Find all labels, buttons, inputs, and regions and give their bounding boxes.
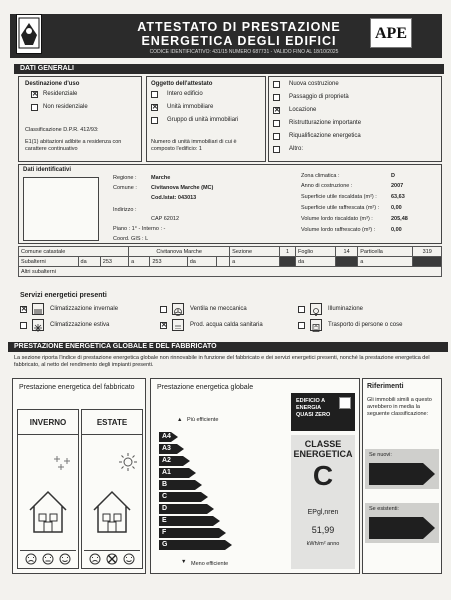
sub-a-value: 253 — [150, 257, 187, 267]
sub-dark-cell — [336, 257, 358, 267]
energy-class-c: C — [159, 492, 201, 502]
sup-raff-value: 0,00 — [391, 205, 402, 211]
acqua-calda-label: Prod. acqua calda sanitaria — [190, 322, 263, 328]
servizi-heading: Servizi energetici presenti — [20, 292, 107, 299]
anno-label: Anno di costruzione : — [301, 183, 353, 189]
riferimenti-box — [362, 378, 442, 574]
fan-icon — [172, 303, 184, 315]
altri-subalterni-label: Altri subalterni — [19, 267, 442, 277]
energy-class-f: F — [159, 528, 219, 538]
elevator-icon — [310, 319, 322, 331]
catasto-table — [18, 246, 442, 277]
intero-edificio-checkbox[interactable] — [151, 91, 158, 98]
section-prestazione: PRESTAZIONE ENERGETICA GLOBALE E DEL FABBRICATO — [8, 342, 448, 352]
particella-value: 319 — [413, 247, 442, 257]
intero-edificio-label: Intero edificio — [167, 91, 203, 97]
se-esistenti-label: Se esistenti: — [369, 506, 399, 512]
riferimenti-text: Gli immobili simili a questo avrebbero in media la seguente classificazione: — [367, 397, 432, 417]
ristrutturazione-checkbox[interactable] — [273, 120, 280, 127]
se-esistenti-panel — [365, 503, 439, 543]
numero-unita: Numero di unità immobiliari di cui è composto l'edificio: 1 — [151, 139, 237, 152]
clim-invernale-checkbox[interactable]: ✕ — [21, 306, 27, 313]
estate-label: ESTATE — [96, 418, 128, 427]
altri-subalterni-row — [19, 267, 442, 277]
trasporto-checkbox[interactable] — [298, 322, 305, 329]
sub-a-label: a — [129, 257, 150, 267]
foglio-label: Foglio — [296, 247, 336, 257]
acqua-calda-checkbox[interactable]: ✕ — [161, 322, 167, 329]
motivo-box — [268, 76, 442, 162]
destinazione-box — [18, 76, 142, 162]
snowflake-icon — [32, 319, 44, 331]
title-line-1: ATTESTATO DI PRESTAZIONE — [137, 20, 341, 34]
sup-raff-label: Superficie utile raffrescata (m²) : — [301, 205, 380, 211]
sezione-value: 1 — [279, 247, 295, 257]
nuova-costruzione-label: Nuova costruzione — [289, 81, 339, 87]
energy-class-b: B — [159, 480, 195, 490]
unita-immobiliare-checkbox[interactable]: ✕ — [152, 104, 158, 111]
sub-da-label-3: da — [296, 257, 336, 267]
subalterni-row — [19, 257, 442, 267]
energy-class-d: D — [159, 504, 207, 514]
nzeb-box — [291, 393, 355, 431]
epgl-value: 51,99 — [311, 525, 335, 535]
comune-value: Civitanova Marche (MC) — [151, 185, 214, 191]
anno-value: 2007 — [391, 183, 404, 189]
nzeb-label: EDIFICIO A ENERGIA QUASI ZERO — [296, 398, 331, 418]
altro-label: Altro: — [289, 146, 304, 152]
sub-da-value: 253 — [100, 257, 128, 267]
sun-icon — [118, 452, 138, 472]
oggetto-box — [146, 76, 266, 162]
regione-value: Marche — [151, 175, 171, 181]
title-line-2: ENERGETICA DEGLI EDIFICI — [141, 34, 337, 48]
indirizzo-label: Indirizzo : — [113, 207, 137, 213]
classe-value: C — [312, 460, 334, 491]
sub-dark-cell — [279, 257, 295, 267]
comune-catastale-value: Civitanova Marche — [129, 247, 230, 257]
sub-da-label-2: da — [187, 257, 216, 267]
cap-value: CAP 62012 — [151, 216, 180, 222]
subalterni-label: Subalterni — [19, 257, 79, 267]
particella-label: Particella — [358, 247, 413, 257]
fabbricato-heading: Prestazione energetica del fabbricato — [19, 384, 135, 391]
passaggio-proprieta-checkbox[interactable] — [273, 94, 280, 101]
residenziale-label: Residenziale — [43, 91, 78, 97]
catasto-row — [19, 247, 442, 257]
energy-class-a1: A1 — [159, 468, 189, 478]
illuminazione-checkbox[interactable] — [298, 306, 305, 313]
meno-efficiente-label: Meno efficiente — [191, 561, 229, 567]
estate-quality-row — [84, 550, 140, 566]
fabbricato-box — [12, 378, 146, 574]
shower-icon — [172, 319, 184, 331]
energy-class-a3: A3 — [159, 444, 177, 454]
vol-raff-label: Volume lordo raffrescato (m³) : — [301, 227, 376, 233]
section-dati-generali: DATI GENERALI — [14, 64, 444, 74]
house-icon — [90, 488, 134, 536]
cod-istat: Cod.Istat: 043013 — [151, 195, 197, 201]
zona-label: Zona climatica : — [301, 173, 340, 179]
riqualificazione-checkbox[interactable] — [273, 133, 280, 140]
non-residenziale-checkbox[interactable] — [31, 104, 38, 111]
epgl-label: EPgl,nren — [307, 509, 339, 516]
gruppo-unita-label: Gruppo di unità immobiliari — [167, 117, 239, 123]
coord-gis: Coord. GIS : L — [113, 236, 149, 242]
sup-risc-label: Superficie utile riscaldata (m²) : — [301, 194, 377, 200]
clim-estiva-checkbox[interactable] — [20, 322, 27, 329]
classificazione-value: E1(1) abitazioni adibite a residenza con carattere continuativo — [25, 139, 122, 152]
sub-a-label-3: a — [358, 257, 413, 267]
locazione-checkbox[interactable]: ✕ — [274, 107, 280, 114]
riqualificazione-label: Riqualificazione energetica — [289, 133, 361, 139]
comune-catastale-label: Comune catastale — [19, 247, 129, 257]
illuminazione-label: Illuminazione — [328, 306, 364, 312]
nuova-costruzione-checkbox[interactable] — [273, 81, 280, 88]
classificazione-label: Classificazione D.P.R. 412/93: — [25, 127, 99, 133]
inverno-label: INVERNO — [29, 418, 67, 427]
locazione-label: Locazione — [289, 107, 317, 113]
certificate-code: CODICE IDENTIFICATIVO: 431/15 NUMERO 687731 - VALIDO FINO AL 18/10/2025 — [149, 49, 339, 55]
globale-heading: Prestazione energetica globale — [157, 384, 254, 391]
epgl-unit: kWh/m² anno — [306, 541, 340, 547]
dati-identificativi-box — [18, 164, 442, 244]
clim-estiva-label: Climatizzazione estiva — [50, 322, 110, 328]
gruppo-unita-checkbox[interactable] — [151, 117, 158, 124]
ventilazione-checkbox[interactable] — [160, 306, 167, 313]
energy-class-g: G — [159, 540, 225, 550]
inverno-divider — [18, 434, 78, 435]
se-nuovi-arrow-icon — [369, 463, 435, 485]
non-residenziale-label: Non residenziale — [43, 104, 88, 110]
unita-immobiliare-label: Unità immobiliare — [167, 104, 214, 110]
piano-interno: Piano : 1° - Interno : - — [113, 226, 166, 232]
residenziale-checkbox[interactable]: ✕ — [32, 91, 38, 98]
piu-efficiente-label: Più efficiente — [187, 417, 219, 423]
nzeb-checkbox[interactable] — [339, 397, 351, 409]
regione-label: Regione : — [113, 175, 137, 181]
sub-dark-cell — [413, 257, 442, 267]
prestazione-intro: La sezione riporta l'indice di prestazione energetica globale non rinnovabile in funzione del fabbricato e dei servizi energetici presenti, nonché la prestazione energetica del fabbricato, al netto del rendimento degli impianti presenti. — [14, 355, 430, 368]
region-seal-logo — [16, 14, 42, 54]
ventilazione-label: Ventila ne meccanica — [190, 306, 247, 312]
vol-raff-value: 0,00 — [391, 227, 402, 233]
foglio-value: 14 — [336, 247, 358, 257]
inverno-quality-row — [20, 550, 76, 566]
altro-checkbox[interactable] — [273, 146, 280, 153]
se-nuovi-panel — [365, 449, 439, 489]
riferimenti-heading: Riferimenti — [367, 383, 404, 390]
globale-box — [150, 378, 360, 574]
ristrutturazione-label: Ristrutturazione importante — [289, 120, 362, 126]
dati-identificativi-heading: Dati identificativi — [23, 167, 72, 173]
meno-efficiente-arrow: ▼ — [181, 559, 187, 565]
snowflakes-icon — [52, 454, 72, 472]
energy-class-e: E — [159, 516, 213, 526]
sub-a-label-2: a — [230, 257, 280, 267]
vol-risc-label: Volume lordo riscaldato (m³) : — [301, 216, 373, 222]
piu-efficiente-arrow: ▲ — [177, 417, 183, 423]
sub-empty-cell — [216, 257, 229, 267]
sub-da-label: da — [78, 257, 100, 267]
energy-class-a2: A2 — [159, 456, 183, 466]
se-esistenti-arrow-icon — [369, 517, 435, 539]
inverno-column — [17, 409, 79, 569]
estate-divider — [82, 434, 142, 435]
se-nuovi-label: Se nuovi: — [369, 452, 392, 458]
classe-panel — [291, 435, 355, 569]
passaggio-proprieta-label: Passaggio di proprietà — [289, 94, 349, 100]
clim-invernale-label: Climatizzazione invernale — [50, 306, 119, 312]
sezione-label: Sezione — [230, 247, 280, 257]
vol-risc-value: 205,48 — [391, 216, 408, 222]
classe-label: CLASSE ENERGETICA — [293, 439, 353, 459]
destinazione-heading: Destinazione d'uso — [25, 81, 80, 87]
oggetto-heading: Oggetto dell'attestato — [151, 81, 213, 87]
radiator-icon — [32, 303, 44, 315]
sup-risc-value: 63,63 — [391, 194, 405, 200]
estate-column — [81, 409, 143, 569]
ape-logo: APE — [370, 18, 412, 48]
zona-value: D — [391, 173, 395, 179]
bulb-icon — [310, 303, 322, 315]
comune-label: Comune : — [113, 185, 137, 191]
house-icon — [26, 488, 70, 536]
building-photo-placeholder — [23, 177, 99, 241]
trasporto-label: Trasporto di persone o cose — [328, 322, 403, 328]
energy-class-a4: A4 — [159, 432, 171, 442]
